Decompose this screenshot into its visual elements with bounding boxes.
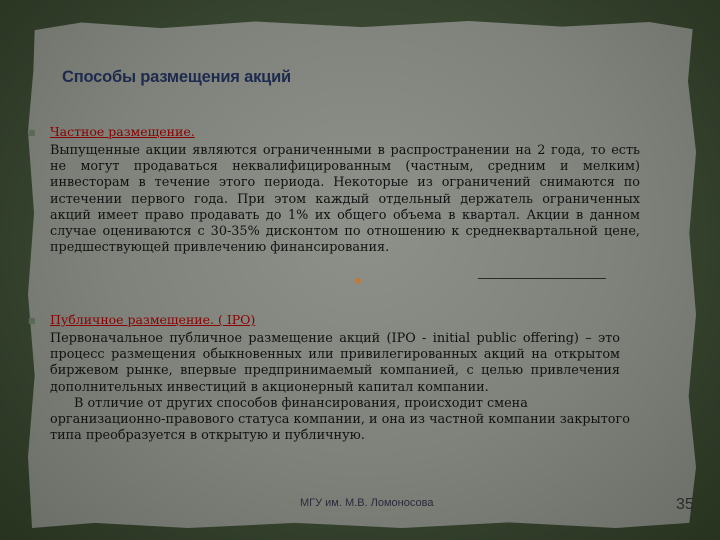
- page-number: 35: [676, 496, 694, 513]
- bullet-icon: ■: [28, 316, 36, 325]
- slide-paper: [28, 20, 696, 528]
- bullet-icon: ■: [28, 128, 36, 137]
- list-item-private-placement: [28, 124, 670, 256]
- item-paragraph: Первоначальное публичное размещение акций (IPO - initial public offering) – это процесс размещения обыкновенных или привилегированных акций на открытом биржевом рынке, впервые предпринимаемый компанией, с целью привлечения дополнительных инвестиций в акционерный капитал компании.: [50, 331, 620, 395]
- item-paragraph: Выпущенные акции являются ограниченными в распространении на 2 года, то есть не могут продаваться неквалифицированным (частным, средним и мелким) инвесторам в течение этого периода. Некоторые из ограничений снимаются по истечении первого года. При этом каждый отдельный держатель ограниченных акций имеет право продавать до 1% их общего объема в квартал. Акции в данном случае оцениваются с 30-35% дисконтом по отношению к среднеквартальной цене, предшествующей привлечению финансирования.: [50, 143, 640, 256]
- item-paragraph-2: В отличие от других способов финансирования, происходит смена организационно-правового статуса компании, и она из частной компании закрытого типа преобразуется в открытую и публичную.: [50, 395, 630, 444]
- dot-marker: [355, 278, 361, 284]
- slide-title: Способы размещения акций: [62, 68, 291, 86]
- underline-decoration: [478, 278, 606, 279]
- item-heading: Частное размещение.: [50, 124, 195, 139]
- footer-text: МГУ им. М.В. Ломоносова: [300, 497, 434, 509]
- list-item-public-placement: [28, 312, 670, 444]
- item-heading: Публичное размещение. ( IPO): [50, 312, 256, 327]
